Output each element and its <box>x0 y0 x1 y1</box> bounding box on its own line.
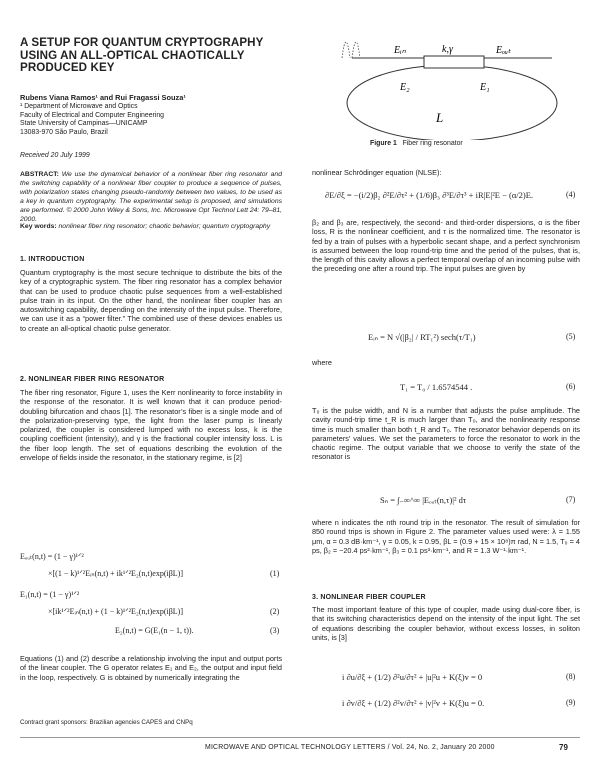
equation-number: (3) <box>270 626 280 635</box>
right-paragraph-2 <box>312 218 580 274</box>
footnote: Contract grant sponsors: Brazilian agencies CAPES and CNPq <box>20 719 193 726</box>
affiliation-line: ¹ Department of Microwave and Optics <box>20 103 138 110</box>
nlse-intro <box>312 168 580 177</box>
equation-number: (1) <box>270 569 280 578</box>
equation-number: (9) <box>566 698 576 707</box>
paragraph: Equations (1) and (2) describe a relationship involving the input and output ports of the linear coupler. The G operator relates E₁ and E₂, the output and input field in the loop, respectively. G is obtained by numerically integrating the <box>20 654 282 682</box>
label-ein: Eᵢₙ <box>394 45 406 56</box>
equation-2b: ×[ik¹ᐟ²Eᵢₙ(n,t) + (1 − k)¹ᐟ²E₂(n,t)exp(iβL)] <box>48 607 183 616</box>
abstract-label: ABSTRACT: <box>20 171 59 178</box>
coupler-box <box>424 56 484 68</box>
section-resonator <box>20 376 282 462</box>
equation-6: T₁ = T₀ / 1.6574544 . <box>400 382 473 392</box>
equation-3: E₂(n,t) = G(E₁(n − 1, t)). <box>115 626 194 635</box>
paragraph: where n indicates the nth round trip in the resonator. The result of simulation for 850 round trips is shown in Figure 2. The parameter values used were: λ = 1.55 μm, α = 0.3 dB·km⁻¹, γ = 0.05, k = 0.95, βL = (0.9 + 15 × 10⁸)π rad, N = 1.5, T₀ = 4 ps, β₂ = −20.4 ps²·km⁻¹, β₃ = 0.1 ps³·km⁻¹, and R = 1.3 W⁻¹·km⁻¹. <box>312 518 580 555</box>
keywords <box>20 222 282 231</box>
paragraph: nonlinear Schrödinger equation (NLSE): <box>312 168 442 177</box>
abstract <box>20 170 282 224</box>
paragraph: β₂ and β₃ are, respectively, the second- and third-order dispersions, α is the fiber loss, R is the nonlinear coefficient, and τ is the normalized time. The resonator is fed by a train of pulses with a hyperbolic secant shape, and a perfect synchronism is assumed between the loop round-trip time and the period of the pulses, that is, the length of this cavity allows a perfect temporal overlap of an incoming pulse with the preceding one after a round trip. The input pulses are given by <box>312 218 580 274</box>
page-number: 79 <box>559 743 568 752</box>
equation-8: i ∂u/∂ξ + (1/2) ∂²u/∂τ² + |u|²u + K(ξ)v = 0 <box>342 672 483 682</box>
keywords-label: Key words: <box>20 223 57 230</box>
figure-number: Figure 1 <box>370 140 397 147</box>
journal-footer: MICROWAVE AND OPTICAL TECHNOLOGY LETTERS / Vol. 24, No. 2, January 20 2000 <box>205 744 495 751</box>
paragraph: The most important feature of this type of coupler, made using dual-core fiber, is that its switching characteristics depend on the intensity of the input light. The set of equations describing the coupler behavior, without excess losses, in soliton units, is [3] <box>312 605 580 642</box>
equation-number: (4) <box>566 190 576 199</box>
section-heading: 3. NONLINEAR FIBER COUPLER <box>312 594 426 601</box>
figure-caption-text: Fiber ring resonator <box>402 140 463 147</box>
affiliation-line: State University of Campinas—UNICAMP <box>20 120 148 127</box>
input-pulses <box>342 42 360 58</box>
section-heading: 2. NONLINEAR FIBER RING RESONATOR <box>20 376 165 383</box>
right-paragraph-4 <box>312 518 580 555</box>
affiliation <box>20 103 282 137</box>
where-label: where <box>312 358 332 367</box>
received-date: Received 20 July 1999 <box>20 152 90 159</box>
footer-rule <box>20 737 580 738</box>
equation-number: (6) <box>566 382 576 391</box>
equation-4: ∂E/∂ξ = −(i/2)β₂ ∂²E/∂τ² + (1/6)β₃ ∂³E/∂τ³ + iR|E|²E − (α/2)E. <box>325 190 534 200</box>
paragraph: Quantum cryptography is the most secure technique to distribute the bits of the key of a cryptographic system. The fiber ring resonator has a complex behavior that can be used to produce chaotic pulse sequences from a well-established pulse train in its input. On the other hand, the nonlinear fiber coupler has an autoswitching capability, depending on the intensity of the input pulse. Therefore, we can use it as a “power filter.” The combined use of these devices enables us to create an all-optical chaotic pulse generator. <box>20 268 282 333</box>
equation-5: Eᵢₙ = N √(|β₂| / RT₁²) sech(τ/T₁) <box>368 332 476 342</box>
affiliation-line: Faculty of Electrical and Computer Engineering <box>20 111 165 119</box>
abstract-copyright: © 2000 John Wiley & Sons, Inc. Microwave Opt Technol Lett 24: 79–81, 2000. <box>20 207 282 223</box>
paragraph-after-eq <box>20 654 282 682</box>
paragraph: The fiber ring resonator, Figure 1, uses the Kerr nonlinearity to force instability in the response of the resonator. It is well known that it can produce period-doubling bifurcation and chaos [1]. The resonator’s fiber is a single mode and of the polarization-preserving type, the light from the laser pump is linearly polarized, the coupler is considered lumped with no excess loss, k is the coupling coefficient (intensity), and γ is the fractional coupler intensity loss. L is the fiber loop length. The set of equations describing the evolution of the envelope of fields inside the resonator, in the stationary regime, is [2] <box>20 388 282 463</box>
equation-2a: E₁(n,t) = (1 − γ)¹ᐟ² <box>20 590 80 599</box>
equation-number: (8) <box>566 672 576 681</box>
keywords-text: nonlinear fiber ring resonator; chaotic behavior; quantum cryptography <box>58 223 271 230</box>
equation-number: (2) <box>270 607 280 616</box>
label-l: L <box>436 110 444 125</box>
section-coupler <box>312 594 580 642</box>
label-kgamma: k,γ <box>442 44 453 55</box>
figure-caption <box>370 140 463 147</box>
equation-1b: ×[(1 − k)¹ᐟ²Eᵢₙ(n,t) + ik¹ᐟ²E₂(n,t)exp(iβL)] <box>48 569 183 578</box>
affiliation-line: 13083-970 São Paulo, Brazil <box>20 128 108 136</box>
figure-1-diagram <box>312 28 580 140</box>
equation-7: Sₙ = ∫₋∞^∞ |Eₒᵤₜ(n,τ)|² dτ <box>380 495 467 505</box>
abstract-text: We use the dynamical behavior of a nonlinear fiber ring resonator and the switching capability of a nonlinear fiber coupler to produce a sequence of pulses, with polarization states changing pseudo-randomly between two values, to be used as a key in quantum cryptography. The experimental setup is proposed, and simulations are performed. <box>20 171 282 214</box>
article-title: A SETUP FOR QUANTUM CRYPTOGRAPHY USING AN ALL-OPTICAL CHAOTICALLY PRODUCED KEY <box>20 36 264 74</box>
label-e1: E₁ <box>480 82 490 93</box>
equation-number: (7) <box>566 495 576 504</box>
section-heading: 1. INTRODUCTION <box>20 256 85 263</box>
equation-1a: Eₒᵤₜ(n,t) = (1 − γ)¹ᐟ² <box>20 552 84 561</box>
fiber-loop <box>347 65 557 140</box>
paragraph: T₀ is the pulse width, and N is a number that adjusts the pulse amplitude. The cavity round-trip time t_R is much larger than T₀, and the nonlinearity response time is much smaller than both t_R and T₀. The resonator behavior depends on its parameters’ values. We set the parameters to force the resonator to work in the chaotic regime. The output variable that we choose to verify the state of the resonator is <box>312 406 580 462</box>
equation-9: i ∂v/∂ξ + (1/2) ∂²v/∂τ² + |v|²v + K(ξ)u = 0. <box>342 698 485 708</box>
label-e2: E₂ <box>400 82 410 93</box>
right-paragraph-3 <box>312 406 580 462</box>
section-introduction <box>20 256 282 333</box>
authors: Rubens Viana Ramos¹ and Rui Fragassi Souza¹ <box>20 93 186 102</box>
label-eout: Eₒᵤₜ <box>496 45 511 56</box>
equation-number: (5) <box>566 332 576 341</box>
